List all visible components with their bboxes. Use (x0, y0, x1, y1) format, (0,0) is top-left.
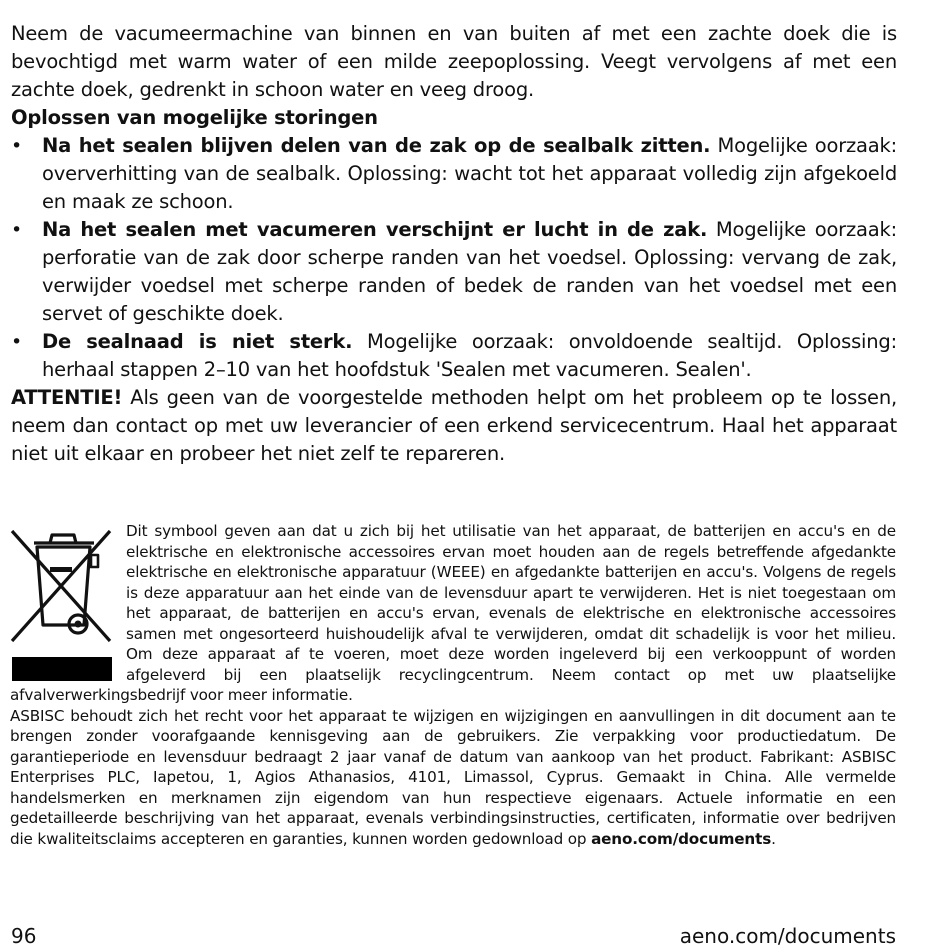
problem-title: Na het sealen met vacumeren verschijnt er lucht in de zak. (42, 218, 708, 241)
list-item (11, 132, 897, 216)
attention-label: ATTENTIE! (11, 386, 123, 409)
list-item (11, 216, 897, 328)
legal-text (10, 706, 896, 850)
troubleshooting-heading: Oplossen van mogelijke storingen (11, 106, 378, 129)
page-footer (11, 922, 896, 950)
weee-notice (10, 521, 896, 849)
troubleshooting-list (11, 132, 897, 384)
problem-solution: Mogelijke oorzaak: onvoldoende sealtijd. Oplossing: herhaal stappen 2–10 van het hoofdstuk 'Sealen met vacumeren. Sealen'. (42, 330, 897, 381)
problem-solution: Mogelijke oorzaak: perforatie van de zak door scherpe randen van het voedsel. Oplossing: vervang de zak, verwijder voedsel met scherpe randen of bedek de randen van het voedsel met een servet of geschikte doek. (42, 218, 897, 325)
problem-title: De sealnaad is niet sterk. (42, 330, 353, 353)
problem-solution: Mogelijke oorzaak: oververhitting van de sealbalk. Oplossing: wacht tot het apparaat volledig zijn afgekoeld en maak ze schoon. (42, 134, 898, 213)
problem-title: Na het sealen blijven delen van de zak op de sealbalk zitten. (42, 134, 711, 157)
page-number: 96 (11, 924, 37, 948)
legal-body: ASBISC behoudt zich het recht voor het apparaat te wijzigen en wijzigingen en aanvullingen in dit document aan te brengen zonder voorafgaande kennisgeving aan de gebruikers. Zie verpakking voor productiedatum. De garantieperiode en levensduur bedraagt 2 jaar vanaf de datum van aankoop van het product. Fabrikant: ASBISC Enterprises PLC, Iapetou, 1, Agios Athanasios, 4101, Limassol, Cyprus. Gemaakt in China. Alle vermelde handelsmerken en merknamen zijn eigendom van hun respectieve eigenaars. Actuele informatie en een gedetailleerde beschrijving van het apparaat, evenals verbindingsinstructies, certificaten, informatie over bedrijven die kwaliteitsclaims accepteren en garanties, kunnen worden gedownload op (10, 706, 896, 848)
main-content (11, 20, 897, 468)
legal-end: . (771, 829, 776, 848)
bullet-icon: • (11, 219, 23, 241)
weee-text: Dit symbool geven aan dat u zich bij het utilisatie van het apparaat, de batterijen en accu's en de elektrische en elektronische accessoires ervan moet houden aan de regels betreffende afgedankte elektrische en elektronische apparatuur (WEEE) en afgedankte batterijen en accu's. Volgens de regels is deze apparatuur aan het einde van de levensduur apart te verwijderen. Het is niet toegestaan om het apparaat, de batterijen en accu's ervan, evenals de elektrische en elektronische accessoires samen met ongesorteerd huishoudelijk afval te verwijderen, omdat dit schadelijk is voor het milieu. Om deze apparaat af te voeren, moet deze worden ingeleverd bij een verkooppunt of worden afgeleverd bij een plaatselijk recyclingcentrum. Neem contact op met uw plaatselijke afvalverwerkingsbedrijf voor meer informatie. (10, 522, 896, 704)
crossed-out-wheelie-bin-icon (10, 523, 114, 683)
list-item (11, 328, 897, 384)
attention-paragraph (11, 384, 897, 468)
bullet-icon: • (11, 331, 23, 353)
cleaning-paragraph: Neem de vacumeermachine van binnen en van buiten af met een zachte doek die is bevochtigd met warm water of een milde zeepoplossing. Veegt vervolgens af met een zachte doek, gedrenkt in schoon water en veeg droog. (11, 22, 897, 101)
footer-url[interactable]: aeno.com/documents (679, 924, 896, 948)
attention-text: Als geen van de voorgestelde methoden helpt om het probleem op te lossen, neem dan contact op met uw leverancier of een erkend servicecentrum. Haal het apparaat niet uit elkaar en probeer het niet zelf te repareren. (11, 386, 897, 465)
bullet-icon: • (11, 135, 23, 157)
documents-link[interactable]: aeno.com/documents (591, 829, 772, 848)
